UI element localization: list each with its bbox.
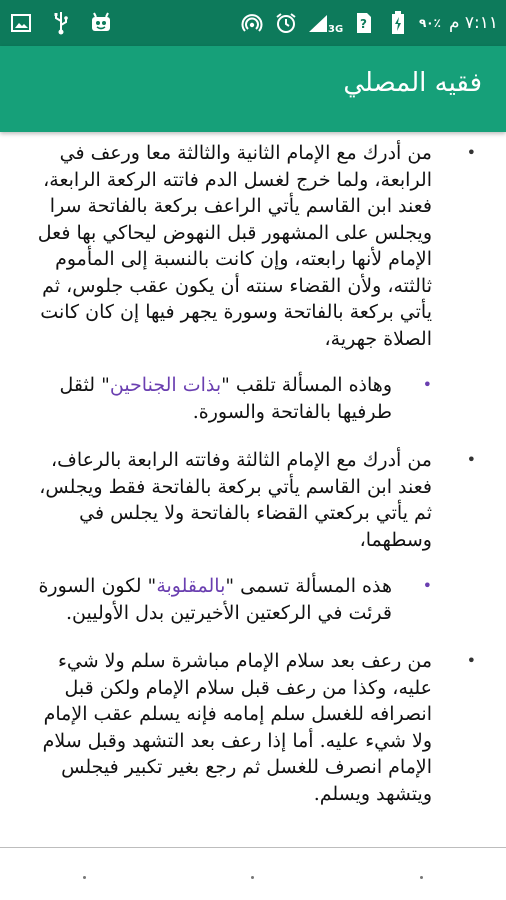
- app-bar: [0, 46, 506, 132]
- signal-icon: [307, 10, 343, 36]
- wifi-hotspot-icon: [239, 10, 265, 36]
- paragraph-text: من أدرك مع الإمام الثالثة وفاتته الرابعة بالرعاف، فعند ابن القاسم يأتي بركعة بالفاتحة فقط ويجلس، ثم يأتي بركعتي القضاء بالفاتحة ولا يجلس في وسطهما،: [39, 449, 432, 551]
- svg-text:?: ?: [359, 17, 367, 31]
- note-text-start: هذه المسألة تسمى ": [225, 575, 392, 597]
- sub-list-item: [22, 573, 462, 626]
- bullet-icon: •: [466, 143, 476, 162]
- paragraph-text: من رعف بعد سلام الإمام مباشرة سلم ولا شيء عليه، وكذا من رعف قبل سلام الإمام ولكن قبل انصرافه للغسل سلم إمامه فإنه يسلم عقب الإمام ولا شيء عليه. أما إذا رعف بعد التشهد وقبل سلام الإمام انصرف للغسل ثم رجع بغير تكبير فيجلس ويتشهد ويسلم.: [42, 650, 432, 805]
- bullet-icon: •: [466, 450, 476, 469]
- bullet-icon: •: [422, 576, 432, 595]
- note-text-end: " لكون السورة قرئت في الركعتين الأخيرتين بدل الأوليين.: [38, 575, 392, 624]
- android-robot-icon: [88, 10, 114, 36]
- usb-icon: [48, 10, 74, 36]
- bullet-icon: •: [466, 651, 476, 670]
- article-body: [22, 140, 476, 830]
- nav-back-dot[interactable]: [83, 876, 86, 879]
- highlighted-term: بالمقلوبة: [156, 575, 226, 597]
- alarm-icon: [273, 10, 299, 36]
- page-title: فقيه المصلي: [343, 68, 482, 98]
- no-sim-icon: [351, 10, 377, 36]
- network-type-label: 3G: [327, 24, 343, 34]
- battery-icon: [385, 10, 411, 36]
- battery-percent: ٩٠٪: [418, 16, 441, 30]
- nav-home-dot[interactable]: [251, 876, 254, 879]
- bottom-divider: [0, 847, 506, 848]
- list-item: [22, 648, 476, 807]
- navigation-bar: [0, 868, 506, 888]
- sub-list-item: [22, 372, 462, 425]
- clock: ٧:١١ م: [448, 13, 498, 33]
- bullet-icon: •: [422, 375, 432, 394]
- status-bar-notifications: [8, 0, 114, 46]
- note-text-end: " لثقل طرفيها بالفاتحة والسورة.: [59, 374, 392, 423]
- paragraph-text: من أدرك مع الإمام الثانية والثالثة معا ورعف في الرابعة، ولما خرج لغسل الدم فاتته الركعة الرابعة، فعند ابن القاسم يأتي الراعف بركعة بالفاتحة سرا ويجلس على المشهور قبل النهوض ليحاكي بها فعل الإمام لأنها رابعته، وإن كانت بالنسبة إلى المأموم ثالثته، ولأن القضاء سنته أن يكون عقب جلوس، ثم يأتي بركعة بالفاتحة وسورة يجهر فيها إن كان كانت الصلاة جهرية،: [37, 142, 432, 350]
- status-bar: [0, 0, 506, 46]
- note-text-start: وهاذه المسألة تلقب ": [221, 374, 392, 396]
- list-item: [22, 140, 476, 352]
- status-bar-system: [239, 0, 498, 46]
- list-item: [22, 447, 476, 553]
- image-icon: [8, 10, 34, 36]
- nav-recents-dot[interactable]: [420, 876, 423, 879]
- highlighted-term: بذات الجناحين: [109, 374, 222, 396]
